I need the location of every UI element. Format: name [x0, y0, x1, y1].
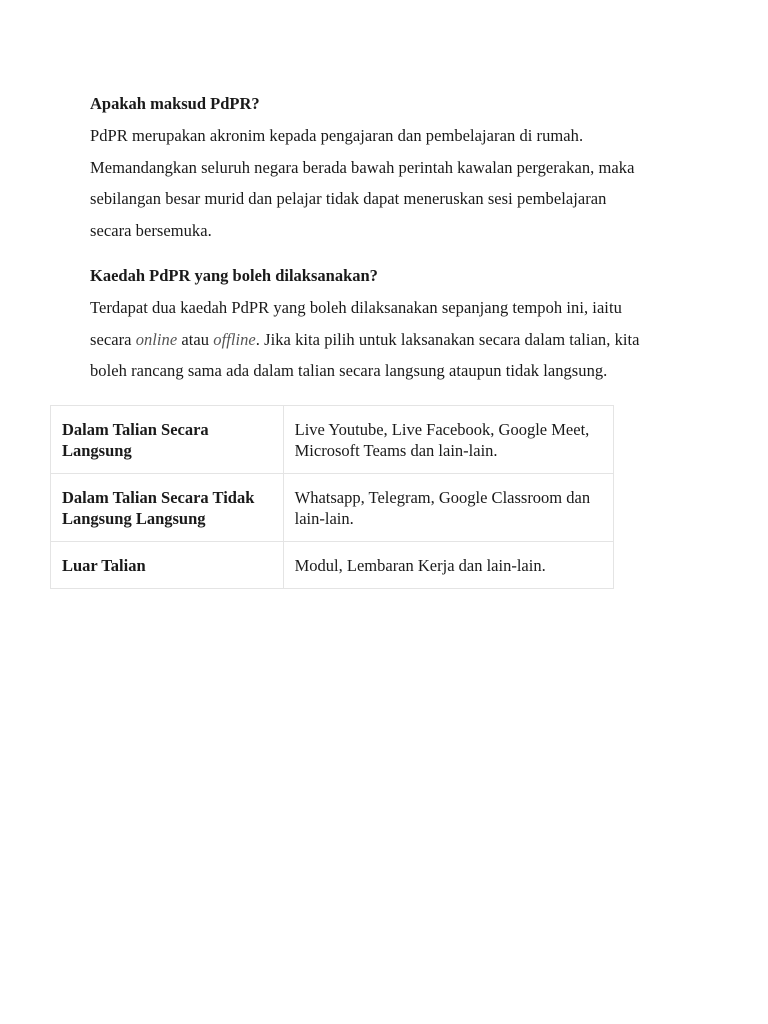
section-what-is-pdpr — [90, 92, 690, 246]
section-heading: Apakah maksud PdPR? — [90, 94, 260, 113]
method-cell: Dalam Talian Secara Langsung — [51, 406, 284, 474]
section-pdpr-methods — [90, 264, 690, 387]
methods-table — [50, 405, 614, 589]
section-paragraph — [90, 292, 690, 387]
paragraph-line — [90, 324, 690, 356]
paragraph-line: boleh rancang sama ada dalam talian secara langsung ataupun tidak langsung. — [90, 361, 608, 380]
text-run: . Jika kita pilih untuk laksanakan secara dalam talian, kita — [255, 329, 640, 349]
table-row — [51, 406, 614, 474]
paragraph-line: secara bersemuka. — [90, 220, 212, 240]
text-run: secara — [90, 329, 136, 349]
paragraph-line: Memandangkan seluruh negara berada bawah perintah kawalan pergerakan, maka — [90, 157, 635, 177]
method-cell: Luar Talian — [51, 542, 284, 589]
paragraph-line: sebilangan besar murid dan pelajar tidak dapat meneruskan sesi pembelajaran — [90, 189, 607, 208]
emphasis-online: online — [135, 329, 178, 349]
table-row — [51, 542, 614, 589]
method-cell: Dalam Talian Secara Tidak Langsung Langsung — [51, 474, 284, 542]
examples-cell: Live Youtube, Live Facebook, Google Meet, Microsoft Teams dan lain-lain. — [283, 406, 613, 474]
paragraph-line: PdPR merupakan akronim kepada pengajaran dan pembelajaran di rumah. — [90, 126, 584, 145]
examples-cell: Modul, Lembaran Kerja dan lain-lain. — [283, 542, 613, 589]
section-heading: Kaedah PdPR yang boleh dilaksanakan? — [90, 266, 378, 285]
text-run: atau — [177, 329, 214, 349]
paragraph-line: Terdapat dua kaedah PdPR yang boleh dilaksanakan sepanjang tempoh ini, iaitu — [90, 298, 622, 317]
table-row — [51, 474, 614, 542]
examples-cell: Whatsapp, Telegram, Google Classroom dan lain-lain. — [283, 474, 613, 542]
section-paragraph — [90, 120, 690, 246]
emphasis-offline: offline — [213, 329, 256, 349]
